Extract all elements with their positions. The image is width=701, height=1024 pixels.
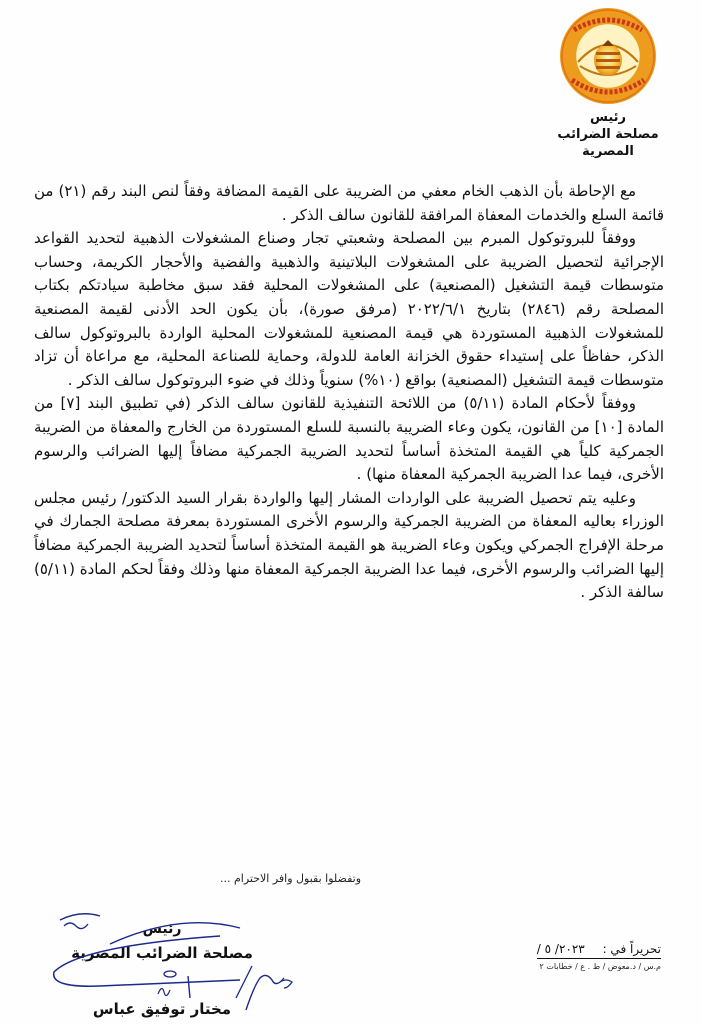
tax-authority-emblem-icon xyxy=(558,6,658,106)
date-label: تحريراً في : xyxy=(602,942,661,956)
letterhead-subtitle: مصلحة الضرائب المصرية xyxy=(557,127,659,159)
signature-block xyxy=(52,918,272,1020)
paragraph-collection: وعليه يتم تحصيل الضريبة على الواردات المشار إليها والواردة بقرار السيد الدكتور/ رئيس مجلس الوزراء بعاليه المعفاة من الضريبة الجمركية والرسوم الأخرى المستوردة بمعرفة مصلحة الجمارك في مرحلة الإفراج الجمركي ويكون وعاء الضريبة هو القيمة المتخذة أساساً لتحديد الضريبة الجمركية مضافاً إليها الضرائب والرسوم الأخرى، فيما عدا الضريبة الجمركية المعفاة منها وذلك وفقاً لحكم المادة (٥/١١) سالفة الذكر . xyxy=(34,488,664,602)
paragraph-protocol: ووفقاً للبروتوكول المبرم بين المصلحة وشعبتي تجار وصناع المشغولات الذهبية لتحديد القواعد الإجرائية لتحصيل الضريبة على المشغولات البلاتينية والذهبية والفضية والأحجار الكريمة، وحساب متوسطات قيمة التشغيل (المصنعية) على المشغولات المحلية فقد سبق مخاطبة سيادتكم بكتاب المصلحة رقم (٢٨٤٦) بتاريخ ٢٠٢٢/٦/١ (مرفق صورة)، بأن يكون الحد الأدنى لقيمة المصنعية للمشغولات الذهبية المستوردة هي قيمة المصنعية للمشغولات المحلية الواردة بالبروتوكول سالف الذكر، حفاظاً على إستيداء حقوق الخزانة العامة للدولة، وحماية للصناعة المحلية، مع مراعاة أن تزاد متوسطات قيمة التشغيل (المصنعية) بواقع (١٠%) سنوياً وذلك في ضوء البروتوكول سالف الذكر . xyxy=(34,229,664,389)
paragraph-gold-exemption: مع الإحاطة بأن الذهب الخام معفي من الضريبة على القيمة المضافة وفقاً لنص البند رقم (٢١) من قائمة السلع والخدمات المعفاة المرافقة للقانون سالف الذكر . xyxy=(34,182,664,224)
dating-block xyxy=(481,938,661,973)
reference-code: م.س / د.معوض / ط . ع / خطابات ٢ xyxy=(539,962,661,971)
closing-salutation: وتفضلوا بقبول وافر الاحترام ... xyxy=(219,872,362,885)
letterhead xyxy=(533,6,683,160)
letterhead-title: رئيس xyxy=(589,110,627,125)
date-line xyxy=(537,941,661,959)
signatory-title: رئيس xyxy=(142,921,182,937)
letter-body xyxy=(34,180,664,605)
date-value: ٢٠٢٣/ ٥ / xyxy=(536,942,585,956)
paragraph-article-11-5: ووفقاً لأحكام المادة (٥/١١) من اللائحة التنفيذية للقانون سالف الذكر (في تطبيق البند [٧] من المادة [١٠] من القانون، يكون وعاء الضريبة بالنسبة للسلع المستوردة من الخارج والمعفاة من الضريبة الجمركية كلياً هي القيمة المتخذة أساساً لتحديد الضريبة الجمركية مضافاً إليها الضرائب والرسوم الأخرى، فيما عدا الضريبة الجمركية المعفاة منها) . xyxy=(34,394,665,484)
signatory-name: مختار توفيق عباس xyxy=(92,1000,232,1018)
signatory-organization: مصلحة الضرائب المصرية xyxy=(71,944,253,962)
